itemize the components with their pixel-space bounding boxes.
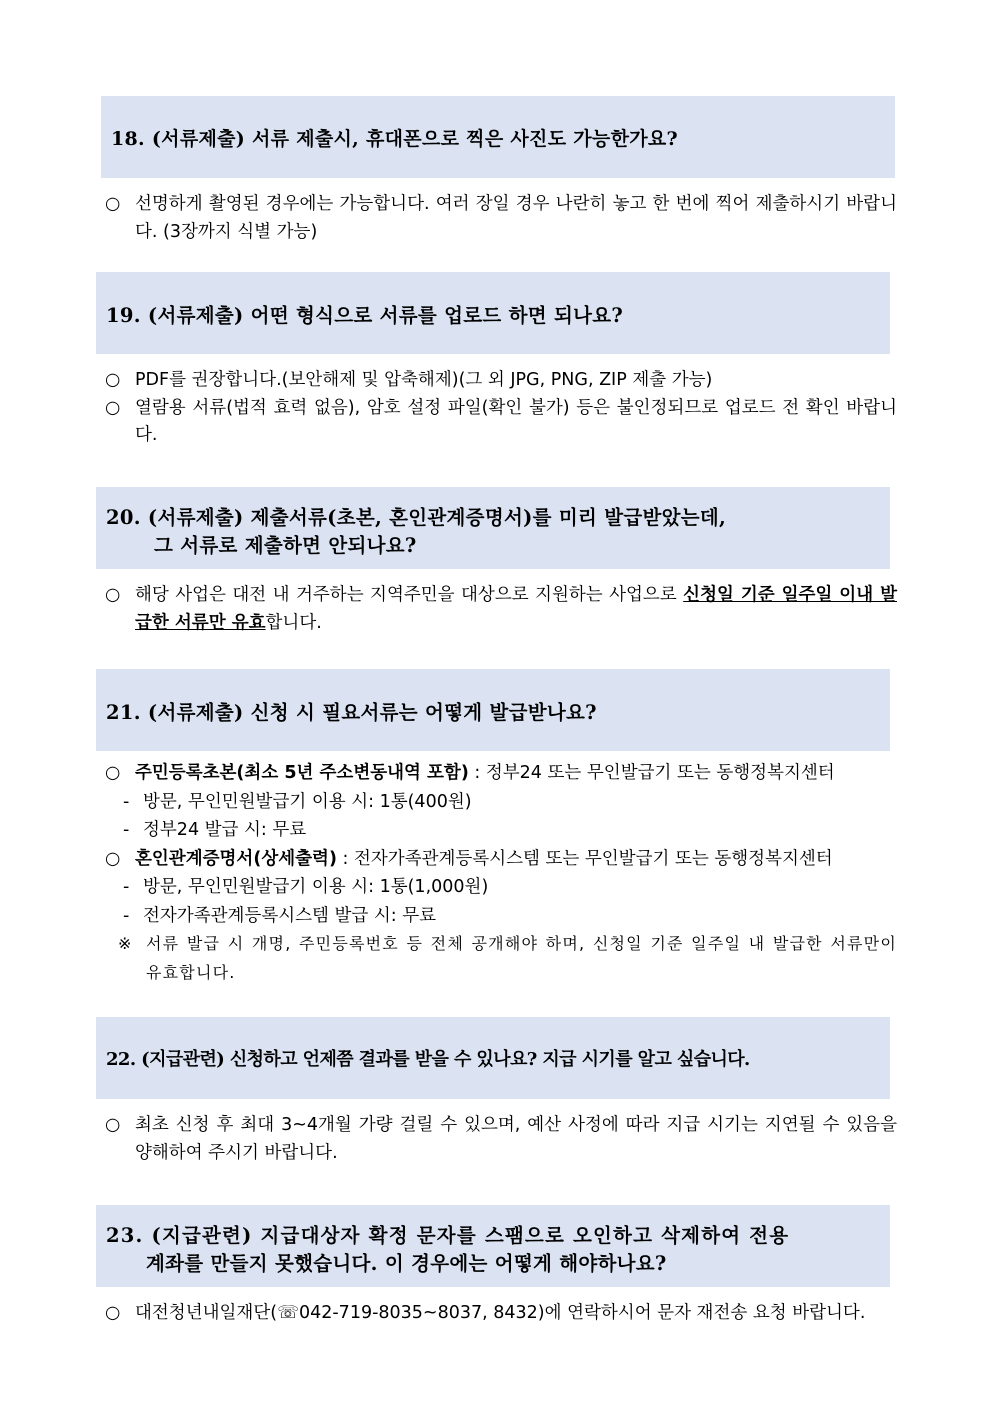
faq-answer-22 xyxy=(105,1112,897,1167)
faq-answer-18 xyxy=(105,191,897,246)
dash-bullet-icon: - xyxy=(123,905,130,926)
faq-question-18 xyxy=(101,96,895,178)
answer-text: 대전청년내일재단( xyxy=(135,1303,278,1323)
question-title-line2: 계좌를 만들지 못했습니다. 이 경우에는 어떻게 해야하나요? xyxy=(146,1252,667,1275)
answer-subitem xyxy=(105,788,897,817)
document-where: : 정부24 또는 무인발급기 또는 동행정복지센터 xyxy=(468,763,835,783)
reference-mark-icon: ※ xyxy=(118,934,133,953)
question-title: 18. (서류제출) 서류 제출시, 휴대폰으로 찍은 사진도 가능한가요? xyxy=(111,128,678,150)
circle-bullet-icon: ○ xyxy=(105,763,121,783)
note-body: 서류 발급 시 개명, 주민등록번호 등 전체 공개해야 하며, 신청일 기준 일주일 내 발급한 서류만이 유효합니다. xyxy=(146,934,897,982)
faq-answer-19 xyxy=(105,367,897,450)
answer-text-end: 합니다. xyxy=(265,612,322,633)
dash-bullet-icon: - xyxy=(123,877,130,897)
note-text xyxy=(105,930,897,987)
answer-item xyxy=(105,845,897,874)
answer-item xyxy=(105,191,897,246)
answer-subitem xyxy=(105,902,897,931)
subitem-text: 방문, 무인민원발급기 이용 시: 1통(1,000원) xyxy=(143,877,489,897)
question-title-line2: 그 서류로 제출하면 안되나요? xyxy=(154,534,417,557)
faq-question-19 xyxy=(96,272,890,354)
answer-item xyxy=(105,395,897,450)
dash-bullet-icon: - xyxy=(123,791,130,812)
answer-text-end: )에 연락하시어 문자 재전송 요청 바랍니다. xyxy=(537,1303,866,1323)
question-title: 21. (서류제출) 신청 시 필요서류는 어떻게 발급받나요? xyxy=(106,701,597,724)
answer-text: 선명하게 촬영된 경우에는 가능합니다. 여러 장일 경우 나란히 놓고 한 번에 찍어 제출하시기 바랍니다. (3장까지 식별 가능) xyxy=(135,194,897,242)
question-title: 19. (서류제출) 어떤 형식으로 서류를 업로드 하면 되나요? xyxy=(106,304,624,327)
faq-question-20 xyxy=(96,487,890,569)
question-title-line1: 20. (서류제출) 제출서류(초본, 혼인관계증명서)를 미리 발급받았는데, xyxy=(106,506,727,529)
circle-bullet-icon: ○ xyxy=(105,1303,121,1323)
answer-subitem xyxy=(105,816,897,845)
circle-bullet-icon: ○ xyxy=(105,1115,121,1135)
emphasis-text: 신청일 기준 일주일 이내 발급한 서류만 유효 xyxy=(135,585,897,633)
answer-text: 해당 사업은 대전 내 거주하는 지역주민을 대상으로 지원하는 사업으로 xyxy=(135,585,684,605)
circle-bullet-icon: ○ xyxy=(105,194,121,214)
circle-bullet-icon: ○ xyxy=(105,370,121,390)
faq-answer-20 xyxy=(105,582,897,637)
document-name: 주민등록초본(최소 5년 주소변동내역 포함) xyxy=(135,763,469,783)
circle-bullet-icon: ○ xyxy=(105,848,121,869)
answer-item xyxy=(105,582,897,637)
document-where: : 전자가족관계등록시스템 또는 무인발급기 또는 동행정복지센터 xyxy=(336,848,833,869)
question-title: 22. (지급관련) 신청하고 언제쯤 결과를 받을 수 있나요? 지급 시기를 알고 싶습니다. xyxy=(106,1049,750,1070)
answer-item xyxy=(105,1300,897,1328)
subitem-text: 방문, 무인민원발급기 이용 시: 1통(400원) xyxy=(143,791,472,812)
circle-bullet-icon: ○ xyxy=(105,585,121,605)
answer-text: 최초 신청 후 최대 3~4개월 가량 걸릴 수 있으며, 예산 사정에 따라 지급 시기는 지연될 수 있음을 양해하여 주시기 바랍니다. xyxy=(135,1115,897,1163)
document-name: 혼인관계증명서(상세출력) xyxy=(135,848,337,869)
answer-item xyxy=(105,367,897,395)
faq-answer-21 xyxy=(105,759,897,987)
faq-question-22 xyxy=(96,1017,890,1099)
answer-item xyxy=(105,1112,897,1167)
circle-bullet-icon: ○ xyxy=(105,397,121,418)
dash-bullet-icon: - xyxy=(123,820,130,840)
faq-question-21 xyxy=(96,669,890,751)
faq-answer-23 xyxy=(105,1300,897,1328)
faq-question-23 xyxy=(96,1205,890,1287)
phone-number: ☏042-719-8035~8037, 8432 xyxy=(277,1303,538,1323)
answer-text: PDF를 권장합니다.(보안해제 및 압축해제)(그 외 JPG, PNG, ZIP 제출 가능) xyxy=(135,370,713,390)
subitem-text: 정부24 발급 시: 무료 xyxy=(143,820,307,840)
question-title-line1: 23. (지급관련) 지급대상자 확정 문자를 스팸으로 오인하고 삭제하여 전용 xyxy=(106,1224,790,1247)
answer-item xyxy=(105,759,897,788)
answer-text: 열람용 서류(법적 효력 없음), 암호 설정 파일(확인 불가) 등은 불인정되므로 업로드 전 확인 바랍니다. xyxy=(135,397,897,445)
answer-subitem xyxy=(105,873,897,902)
subitem-text: 전자가족관계등록시스템 발급 시: 무료 xyxy=(143,905,437,926)
